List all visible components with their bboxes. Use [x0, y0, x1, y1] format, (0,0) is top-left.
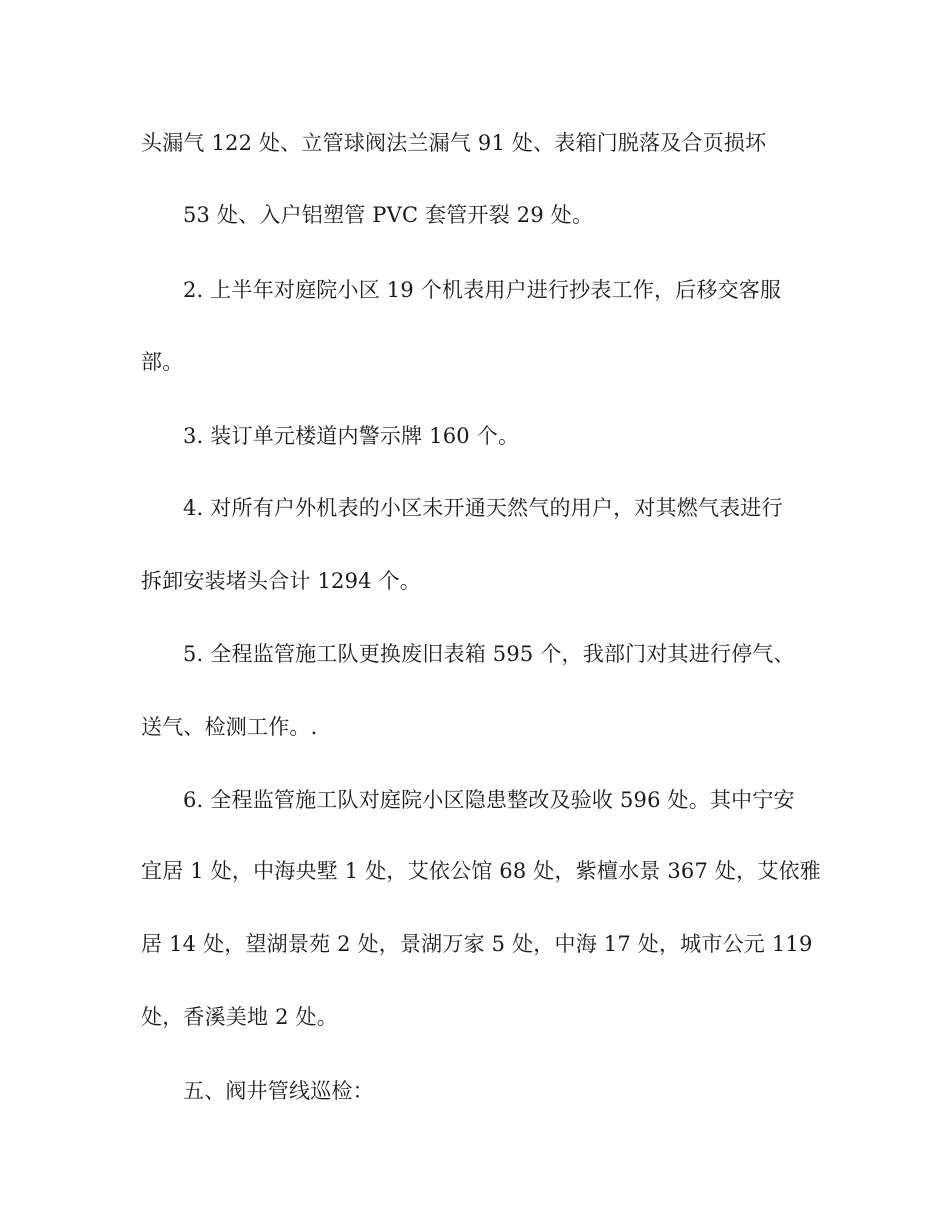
list-item-2: 2. 上半年对庭院小区 19 个机表用户进行抄表工作，后移交客服 — [183, 278, 782, 302]
paragraph-line: 居 14 处，望湖景苑 2 处，景湖万家 5 处，中海 17 处，城市公元 119 — [141, 932, 813, 956]
paragraph-line: 部。 — [141, 350, 184, 374]
paragraph-line: 头漏气 122 处、立管球阀法兰漏气 91 处、表箱门脱落及合页损坏 — [141, 131, 767, 155]
paragraph-line: 处，香溪美地 2 处。 — [141, 1005, 338, 1029]
paragraph-line: 送气、检测工作。. — [141, 715, 318, 739]
list-item-6: 6. 全程监管施工队对庭院小区隐患整改及验收 596 处。其中宁安 — [183, 788, 795, 812]
paragraph-line: 拆卸安装堵头合计 1294 个。 — [141, 569, 421, 593]
section-heading: 五、阀井管线巡检： — [183, 1079, 374, 1103]
paragraph-line: 宜居 1 处，中海央墅 1 处，艾依公馆 68 处，紫檀水景 367 处，艾依雅 — [141, 859, 821, 883]
paragraph-line: 53 处、入户铝塑管 PVC 套管开裂 29 处。 — [183, 203, 594, 227]
list-item-4: 4. 对所有户外机表的小区未开通天然气的用户，对其燃气表进行 — [183, 496, 783, 520]
list-item-5: 5. 全程监管施工队更换废旧表箱 595 个，我部门对其进行停气、 — [183, 642, 795, 666]
list-item-3: 3. 装订单元楼道内警示牌 160 个。 — [183, 424, 520, 448]
